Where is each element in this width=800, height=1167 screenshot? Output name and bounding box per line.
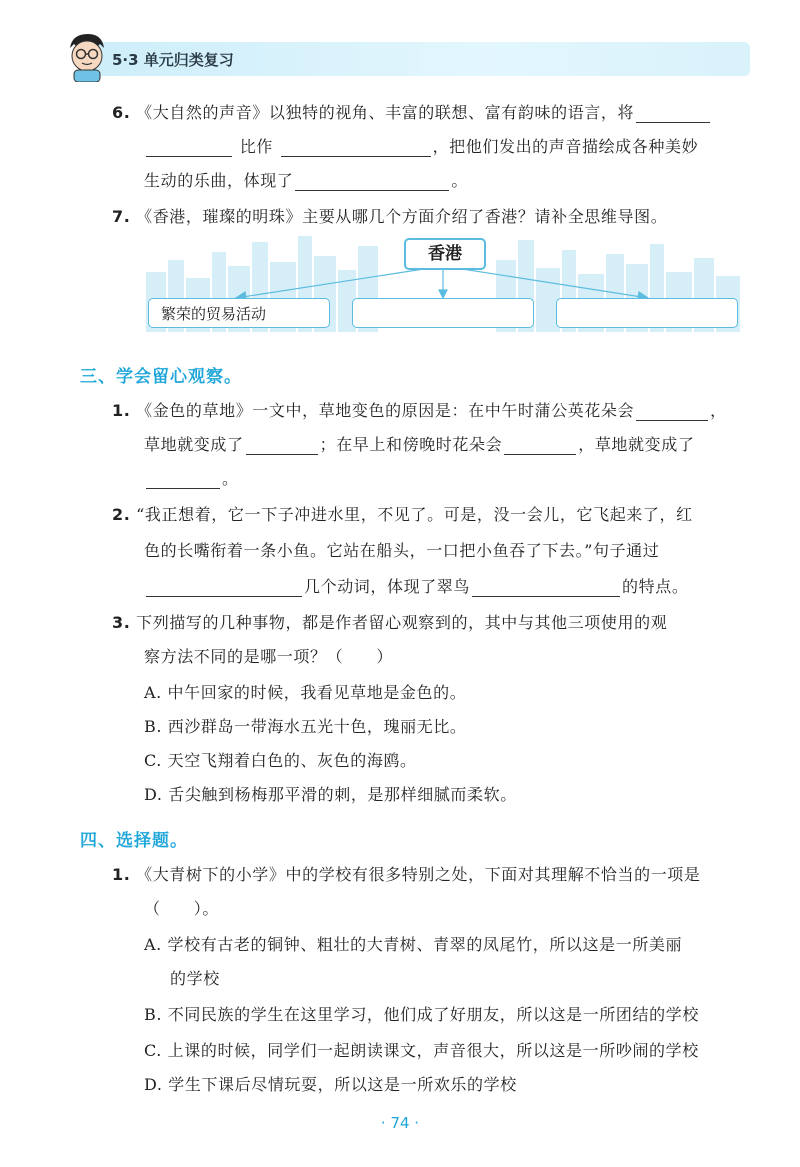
s3q3-line2[interactable]: 察方法不同的是哪一项？（ ） xyxy=(144,647,394,666)
page-header-title: 5·3 单元归类复习 xyxy=(112,51,234,69)
s3q2-line3: 几个动词，体现了翠鸟 的特点。 xyxy=(144,574,688,597)
s4q1-option-a-line2: 的学校 xyxy=(170,969,220,988)
s4q1-option-a-line1[interactable]: A. 学校有古老的铜钟、粗壮的大青树、青翠的凤尾竹，所以这是一所美丽 xyxy=(144,935,683,954)
s3q3-option-c[interactable]: C. 天空飞翔着白色的、灰色的海鸥。 xyxy=(144,751,417,770)
q6-line1: 6. 《大自然的声音》以独特的视角、丰富的联想、富有韵味的语言，将 xyxy=(112,100,712,123)
section3-title: 三、学会留心观察。 xyxy=(80,367,242,387)
student-mascot-icon xyxy=(62,30,110,82)
s4q1-option-c[interactable]: C. 上课的时候，同学们一起朗读课文，声音很大，所以这是一所吵闹的学校 xyxy=(144,1041,699,1060)
answer-blank[interactable] xyxy=(472,580,620,597)
s3q2-line1: 2. “我正想着，它一下子冲进水里，不见了。可是，没一会儿，它飞起来了，红 xyxy=(112,505,693,524)
q7-text: 7. 《香港，璀璨的明珠》主要从哪几个方面介绍了香港？请补全思维导图。 xyxy=(112,207,668,226)
answer-blank[interactable] xyxy=(246,438,318,455)
mindmap-leaf-1: 繁荣的贸易活动 xyxy=(148,298,330,328)
answer-blank[interactable] xyxy=(636,106,710,123)
s3q2-line2: 色的长嘴衔着一条小鱼。它站在船头，一口把小鱼吞了下去。”句子通过 xyxy=(144,541,660,560)
s3q3-option-b[interactable]: B. 西沙群岛一带海水五光十色，瑰丽无比。 xyxy=(144,717,467,736)
q6-line2: 比作 ，把他们发出的声音描绘成各种美妙 xyxy=(144,134,698,157)
s3q3-line1: 3. 下列描写的几种事物，都是作者留心观察到的，其中与其他三项使用的观 xyxy=(112,613,668,632)
s3q1-line2: 草地就变成了 ；在早上和傍晚时花朵会 ，草地就变成了 xyxy=(144,435,695,454)
s4q1-answer-paren[interactable]: （ ）。 xyxy=(144,899,220,918)
s3q1-line3: 。 xyxy=(144,466,239,489)
answer-blank[interactable] xyxy=(146,472,220,489)
answer-blank[interactable] xyxy=(504,438,576,455)
s3q1-line1: 1. 《金色的草地》一文中，草地变色的原因是：在中午时蒲公英花朵会 ， xyxy=(112,401,727,420)
s4q1-option-d[interactable]: D. 学生下课后尽情玩耍，所以这是一所欢乐的学校 xyxy=(144,1075,517,1094)
answer-blank[interactable] xyxy=(146,140,232,157)
answer-blank[interactable] xyxy=(636,404,708,421)
mindmap-leaf-2[interactable] xyxy=(352,298,534,328)
answer-blank[interactable] xyxy=(295,174,449,191)
section4-title: 四、选择题。 xyxy=(80,831,188,851)
mindmap xyxy=(146,232,740,336)
q6-line3: 生动的乐曲，体现了 。 xyxy=(144,171,469,190)
mindmap-root-node: 香港 xyxy=(404,238,486,270)
mindmap-leaf-3[interactable] xyxy=(556,298,738,328)
s4q1-line1: 1. 《大青树下的小学》中的学校有很多特别之处，下面对其理解不恰当的一项是 xyxy=(112,865,701,884)
s4q1-option-b[interactable]: B. 不同民族的学生在这里学习，他们成了好朋友，所以这是一所团结的学校 xyxy=(144,1005,699,1024)
s3q3-option-d[interactable]: D. 舌尖触到杨梅那平滑的刺，是那样细腻而柔软。 xyxy=(144,785,517,804)
answer-blank[interactable] xyxy=(281,140,431,157)
answer-blank[interactable] xyxy=(146,580,302,597)
s3q3-option-a[interactable]: A. 中午回家的时候，我看见草地是金色的。 xyxy=(144,683,467,702)
page-number: · 74 · xyxy=(380,1114,420,1132)
